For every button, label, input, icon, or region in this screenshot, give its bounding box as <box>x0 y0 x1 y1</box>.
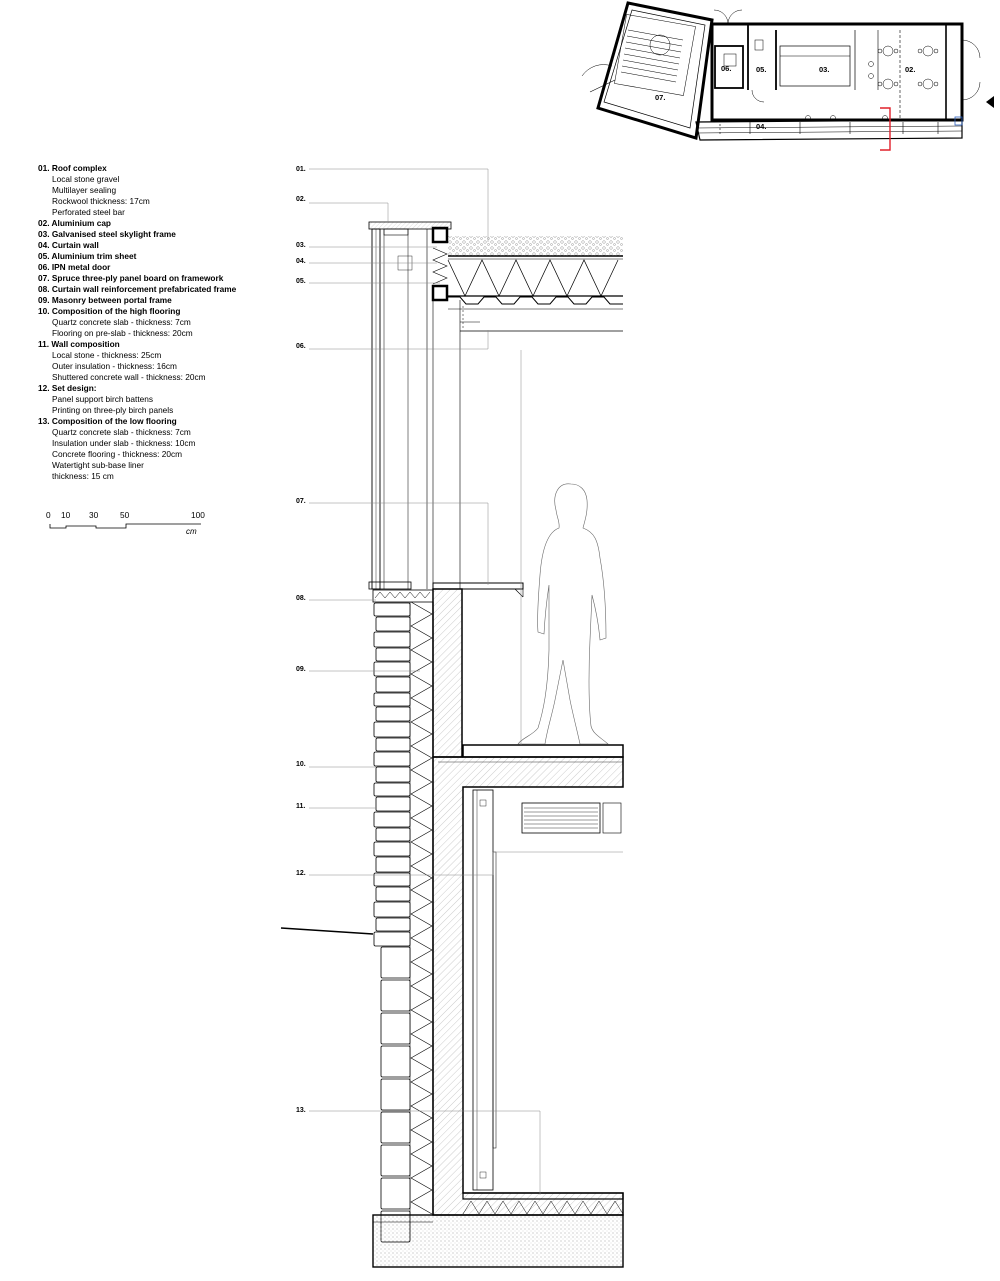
stone-block <box>374 722 410 737</box>
legend-item-05: 05. Aluminium trim sheet <box>38 251 137 261</box>
callout-06: 06. <box>296 343 306 350</box>
legend-item-12-detail: Printing on three-ply birch panels <box>52 405 174 415</box>
legend-item-04: 04. Curtain wall <box>38 240 99 250</box>
stone-block <box>374 632 410 647</box>
legend-item-09: 09. Masonry between portal frame <box>38 295 172 305</box>
stone-block <box>381 1178 410 1209</box>
scale-tick-10: 10 <box>61 510 71 520</box>
foundation <box>373 1215 623 1267</box>
stone-block <box>374 603 410 616</box>
callout-08: 08. <box>296 595 306 602</box>
stone-block <box>376 707 410 721</box>
legend-item-11-detail: Outer insulation - thickness: 16cm <box>52 361 177 371</box>
high-flooring <box>463 745 623 757</box>
legend-item-01-detail: Rockwool thickness: 17cm <box>52 196 150 206</box>
stone-block <box>381 947 410 978</box>
callout-labels <box>296 166 306 1114</box>
outer-insulation <box>411 602 432 1214</box>
legend-item-02: 02. Aluminium cap <box>38 218 111 228</box>
legend-item-10-detail: Flooring on pre-slab - thickness: 20cm <box>52 328 193 338</box>
callout-11: 11. <box>296 803 306 810</box>
legend-item-01-detail: Local stone gravel <box>52 174 120 184</box>
stone-block <box>376 857 410 872</box>
stone-block <box>376 828 410 841</box>
legend-item-13-detail: Quartz concrete slab - thickness: 7cm <box>52 427 191 437</box>
plan-furniture <box>724 40 938 121</box>
legend-item-01-detail: Perforated steel bar <box>52 207 125 217</box>
callout-04: 04. <box>296 258 306 265</box>
curtain-wall <box>369 229 523 597</box>
concrete-wall-lower <box>433 757 623 1215</box>
legend-item-13-detail: thickness: 15 cm <box>52 471 114 481</box>
stone-block <box>381 1112 410 1143</box>
legend-item-03: 03. Galvanised steel skylight frame <box>38 229 176 239</box>
callout-01: 01. <box>296 166 306 173</box>
stone-block <box>381 1046 410 1077</box>
plan-label-03: 03. <box>819 65 830 74</box>
scale-tick-50: 50 <box>120 510 130 520</box>
section-cut-marker <box>880 108 890 150</box>
stone-block <box>376 648 410 661</box>
stone-block <box>381 980 410 1011</box>
scale-tick-30: 30 <box>89 510 99 520</box>
callout-12: 12. <box>296 870 306 877</box>
legend-item-06: 06. IPN metal door <box>38 262 111 272</box>
legend-item-10: 10. Composition of the high flooring <box>38 306 181 316</box>
plan-label-07: 07. <box>655 93 666 102</box>
stone-block <box>376 797 410 811</box>
plan-label-06: 06. <box>721 64 732 73</box>
callout-09: 09. <box>296 666 306 673</box>
stone-block <box>381 1013 410 1044</box>
stone-block <box>374 812 410 827</box>
stone-block <box>374 693 410 706</box>
legend-item-11: 11. Wall composition <box>38 339 120 349</box>
legend-item-13-detail: Watertight sub-base liner <box>52 460 144 470</box>
stone-block <box>374 752 410 766</box>
legend-item-01: 01. Roof complex <box>38 163 107 173</box>
stone-block <box>374 662 410 676</box>
stone-block <box>374 783 410 796</box>
callout-07: 07. <box>296 498 306 505</box>
roof-insulation <box>448 260 618 296</box>
legend-item-07: 07. Spruce three-ply panel board on framework <box>38 273 224 283</box>
stone-block <box>374 902 410 917</box>
plan-label-04: 04. <box>756 122 767 131</box>
vent-grille <box>522 803 600 833</box>
concrete-wall-upper <box>433 589 462 757</box>
floor-plan <box>582 3 994 150</box>
stone-block <box>374 932 410 946</box>
legend-item-13-detail: Insulation under slab - thickness: 10cm <box>52 438 196 448</box>
human-figure <box>518 484 608 744</box>
stone-block <box>376 617 410 631</box>
callout-03: 03. <box>296 242 306 249</box>
skylight-frame-box-bottom <box>433 286 447 300</box>
legend-item-12: 12. Set design: <box>38 383 97 393</box>
stone-block <box>381 1145 410 1176</box>
callout-02: 02. <box>296 196 306 203</box>
scale-tick-100: 100 <box>191 510 205 520</box>
view-arrow-icon <box>986 96 994 108</box>
stone-block <box>374 842 410 856</box>
legend-item-10-detail: Quartz concrete slab - thickness: 7cm <box>52 317 191 327</box>
roof-assembly <box>369 222 623 331</box>
plan-label-05: 05. <box>756 65 767 74</box>
legend-item-11-detail: Local stone - thickness: 25cm <box>52 350 162 360</box>
legend-item-13-detail: Concrete flooring - thickness: 20cm <box>52 449 183 459</box>
legend-item-08: 08. Curtain wall reinforcement prefabricated frame <box>38 284 237 294</box>
scale-tick-0: 0 <box>46 510 51 520</box>
plan-label-02: 02. <box>905 65 916 74</box>
legend-item-01-detail: Multilayer sealing <box>52 185 117 195</box>
callout-10: 10. <box>296 761 306 768</box>
interior-elements <box>473 790 621 1190</box>
callout-05: 05. <box>296 278 306 285</box>
ground-line <box>281 928 373 934</box>
stone-block <box>376 887 410 901</box>
stone-block <box>376 918 410 931</box>
stone-cladding <box>374 603 410 1242</box>
stone-block <box>381 1079 410 1110</box>
roof-gravel <box>448 236 623 256</box>
legend-item-11-detail: Shuttered concrete wall - thickness: 20cm <box>52 372 206 382</box>
stone-block <box>376 738 410 751</box>
steel-deck <box>448 297 623 304</box>
plan-outer-wall <box>712 24 962 120</box>
stone-block <box>376 677 410 692</box>
scale-unit: cm <box>186 527 197 536</box>
callout-13: 13. <box>296 1107 306 1114</box>
stone-block <box>376 767 410 782</box>
legend-item-12-detail: Panel support birch battens <box>52 394 154 404</box>
skylight-frame-box-top <box>433 228 447 242</box>
set-design-panel <box>473 790 493 1190</box>
legend-item-13: 13. Composition of the low flooring <box>38 416 177 426</box>
